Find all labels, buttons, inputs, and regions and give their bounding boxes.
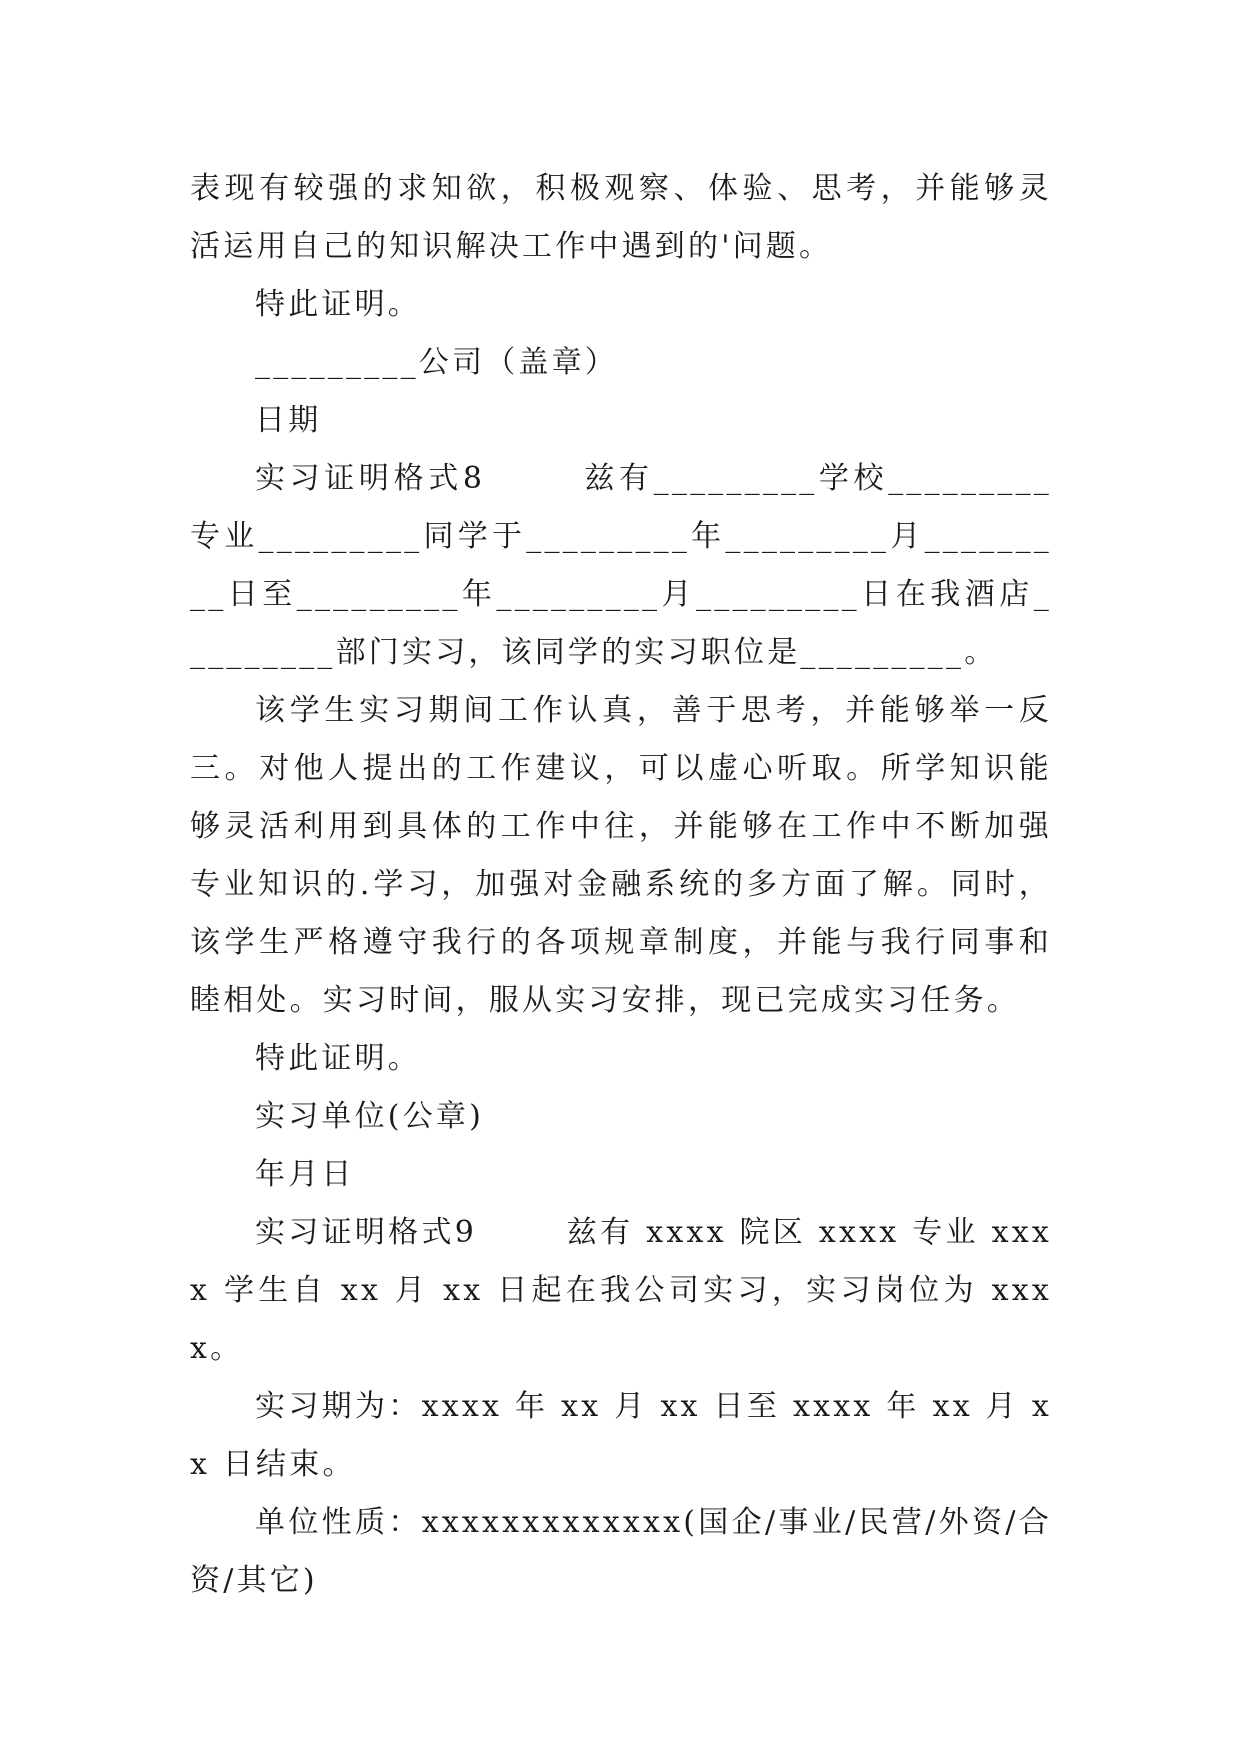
paragraph-ymd: 年月日: [255, 1157, 355, 1192]
paragraph-unit-seal: 实习单位(公章): [255, 1099, 485, 1134]
paragraph-certification-2: 特此证明。: [255, 1041, 421, 1076]
paragraph-format-8: 实习证明格式8 兹有_________学校_________专业_________同学于_________年_________月_________日至_________年_________月_________日在我酒店_________部门实习，该同学的实习职位是_________。: [190, 461, 1052, 670]
paragraph-intro-continuation: 表现有较强的求知欲，积极观察、体验、思考，并能够灵活运用自己的知识解决工作中遇到的'问题。: [190, 171, 1052, 264]
paragraph-internship-period: 实习期为：xxxx 年 xx 月 xx 日至 xxxx 年 xx 月 xx 日结束。: [190, 1389, 1052, 1482]
paragraph-company-seal: _________公司（盖章）: [255, 345, 618, 380]
paragraph-certification-1: 特此证明。: [255, 287, 421, 322]
document-body: [190, 160, 1052, 1610]
paragraph-evaluation: 该学生实习期间工作认真，善于思考，并能够举一反三。对他人提出的工作建议，可以虚心听取。所学知识能够灵活利用到具体的工作中往，并能够在工作中不断加强专业知识的.学习，加强对金融系统的多方面了解。同时，该学生严格遵守我行的各项规章制度，并能与我行同事和睦相处。实习时间，服从实习安排，现已完成实习任务。: [190, 693, 1052, 1018]
paragraph-date: 日期: [255, 403, 322, 438]
paragraph-format-9: 实习证明格式9 兹有 xxxx 院区 xxxx 专业 xxxx 学生自 xx 月 xx 日起在我公司实习，实习岗位为 xxxx。: [190, 1215, 1052, 1366]
paragraph-unit-nature: 单位性质：xxxxxxxxxxxxx(国企/事业/民营/外资/合资/其它): [190, 1505, 1052, 1598]
